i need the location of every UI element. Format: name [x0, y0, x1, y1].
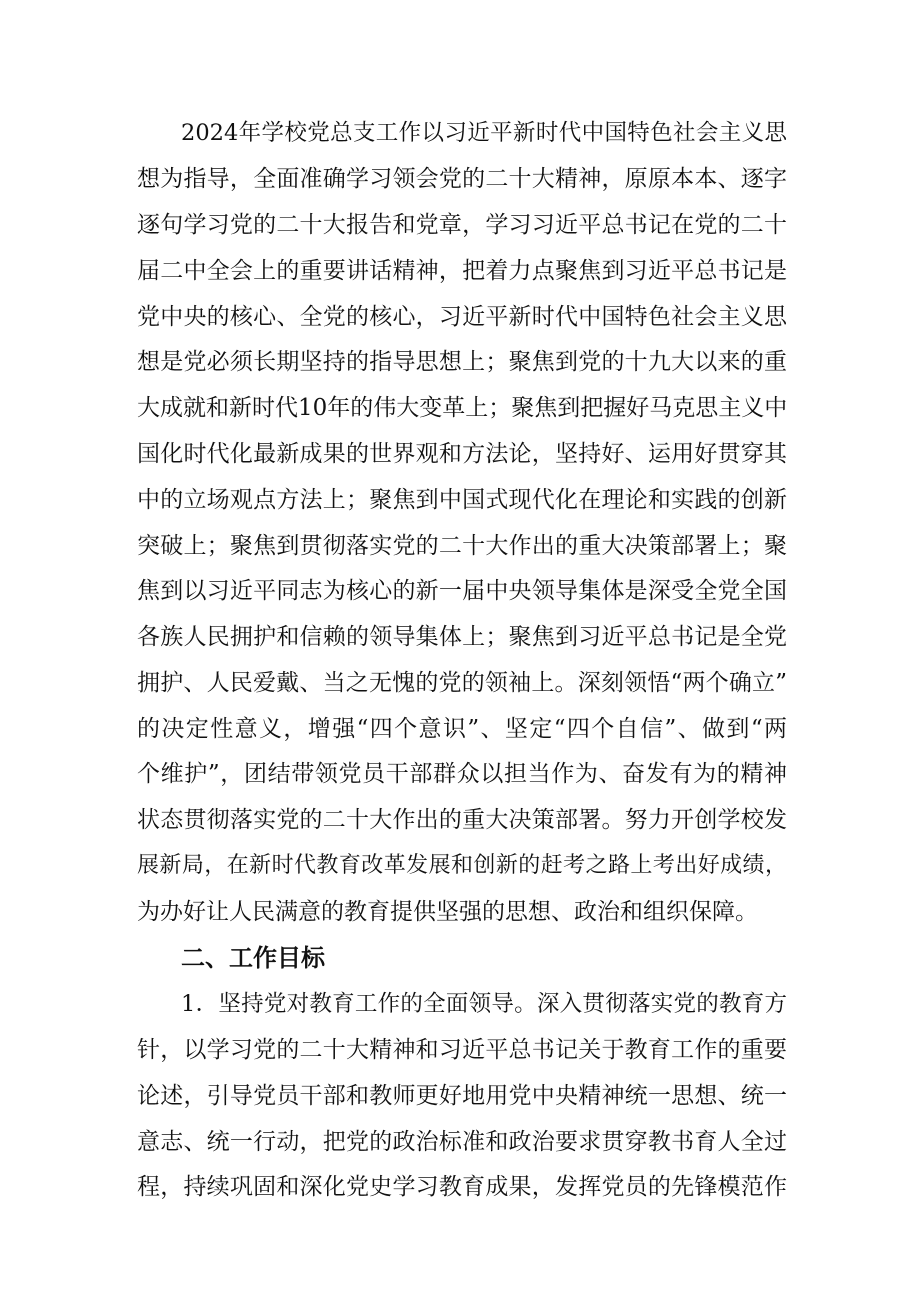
- paragraph-1-line-6: 想是党必须长期坚持的指导思想上；聚焦到党的十九大以来的重: [137, 349, 787, 375]
- paragraph-1-line-10: 突破上；聚焦到贯彻落实党的二十大作出的重大决策部署上；聚: [137, 533, 787, 559]
- paragraph-1-line-13: 拥护、人民爱戴、当之无愧的党的领袖上。深刻领悟“两个确立”: [137, 670, 787, 696]
- paragraph-1-line-8: 国化时代化最新成果的世界观和方法论，坚持好、运用好贯穿其: [137, 441, 787, 467]
- paragraph-2-line-4: 意志、统一行动，把党的政治标准和政治要求贯穿教书育人全过: [137, 1129, 787, 1155]
- paragraph-1-line-14: 的决定性意义，增强“四个意识”、坚定“四个自信”、做到“两: [137, 716, 787, 742]
- paragraph-2-line-2: 针，以学习党的二十大精神和习近平总书记关于教育工作的重要: [137, 1037, 787, 1063]
- paragraph-1-line-3: 逐句学习党的二十大报告和党章，学习习近平总书记在党的二十: [137, 212, 787, 238]
- paragraph-2-line-5: 程，持续巩固和深化党史学习教育成果，发挥党员的先锋模范作: [137, 1174, 787, 1200]
- paragraph-2-line-3: 论述，引导党员干部和教师更好地用党中央精神统一思想、统一: [137, 1083, 787, 1109]
- paragraph-1-line-18: 为办好让人民满意的教育提供坚强的思想、政治和组织保障。: [137, 899, 758, 925]
- paragraph-1-line-7: 大成就和新时代10年的伟大变革上；聚焦到把握好马克思主义中: [137, 395, 787, 421]
- paragraph-1-line-17: 展新局，在新时代教育改革发展和创新的赶考之路上考出好成绩，: [137, 853, 787, 878]
- paragraph-2-line-1: 1．坚持党对教育工作的全面领导。深入贯彻落实党的教育方: [181, 991, 787, 1017]
- paragraph-1-line-9: 中的立场观点方法上；聚焦到中国式现代化在理论和实践的创新: [137, 487, 787, 513]
- paragraph-1-line-1: 2024年学校党总支工作以习近平新时代中国特色社会主义思: [181, 120, 787, 146]
- paragraph-1-line-16: 状态贯彻落实党的二十大作出的重大决策部署。努力开创学校发: [137, 807, 787, 833]
- paragraph-1-line-4: 届二中全会上的重要讲话精神，把着力点聚焦到习近平总书记是: [137, 258, 787, 284]
- paragraph-1-line-11: 焦到以习近平同志为核心的新一届中央领导集体是深受全党全国: [137, 578, 787, 604]
- paragraph-1-line-12: 各族人民拥护和信赖的领导集体上；聚焦到习近平总书记是全党: [137, 624, 787, 650]
- paragraph-1-line-15: 个维护”，团结带领党员干部群众以担当作为、奋发有为的精神: [137, 761, 787, 787]
- section-heading-work-goals: 二、工作目标: [181, 944, 325, 972]
- paragraph-1-line-2: 想为指导，全面准确学习领会党的二十大精神，原原本本、逐字: [137, 166, 787, 192]
- paragraph-1-line-5: 党中央的核心、全党的核心，习近平新时代中国特色社会主义思: [137, 304, 787, 330]
